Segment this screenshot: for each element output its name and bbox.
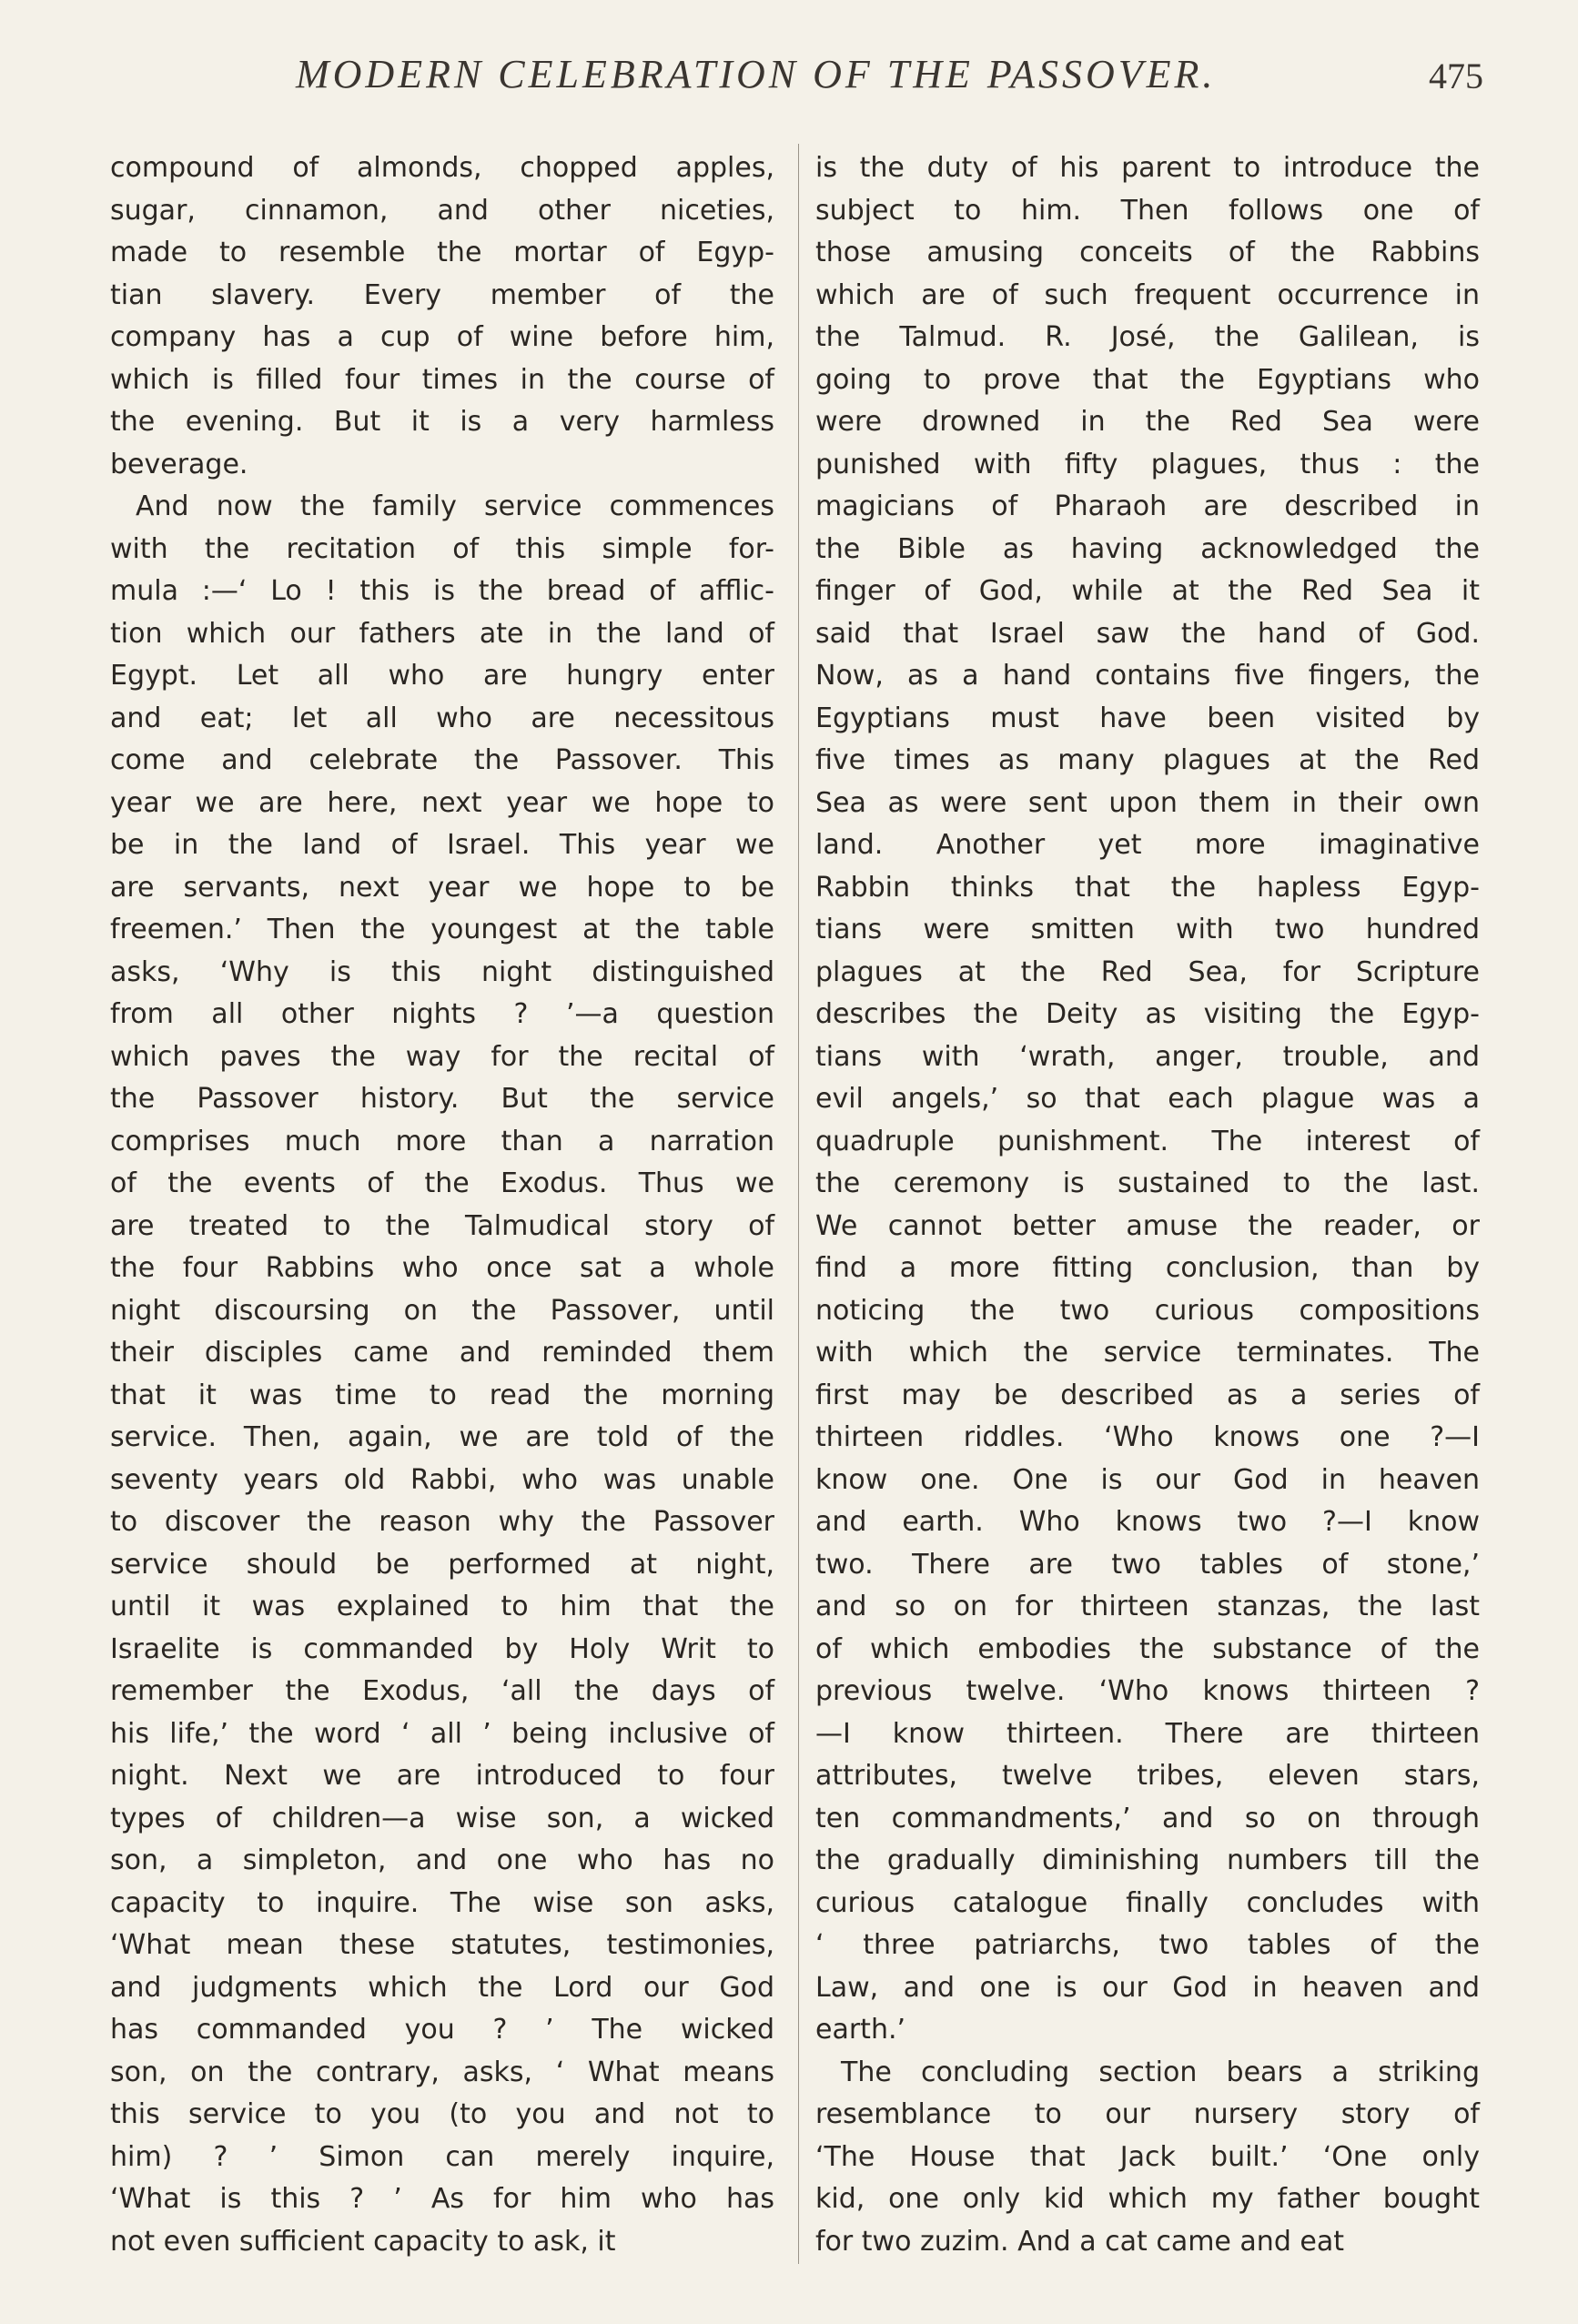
text-line: for two zuzim. And a cat came and eat — [815, 2225, 1345, 2258]
text-line: those amusing conceits of the Rabbins — [815, 237, 1480, 268]
text-line: evil angels,’ so that each plague was a — [815, 1083, 1480, 1115]
text-line: find a more fitting conclusion, than by — [815, 1252, 1480, 1284]
text-line: are servants, next year we hope to be — [110, 871, 774, 904]
text-line: and so on for thirteen stanzas, the last — [815, 1591, 1480, 1622]
text-line: tian slavery. Every member of the — [110, 278, 774, 311]
right-column — [815, 147, 1480, 2263]
text-line: tians were smitten with two hundred — [815, 914, 1480, 945]
text-line: and eat; let all who are necessitous — [110, 702, 774, 734]
text-line: has commanded you ? ’ The wicked — [110, 2014, 774, 2046]
text-line: seventy years old Rabbi, who was unable — [110, 1463, 774, 1496]
text-line: beverage. — [110, 448, 248, 480]
left-column — [110, 147, 774, 2263]
text-line: land. Another yet more imaginative — [815, 829, 1480, 861]
text-line: compound of almonds, chopped apples, — [110, 152, 774, 184]
text-line: ‘ three patriarchs, two tables of the — [815, 1929, 1480, 1961]
text-line: service should be performed at night, — [110, 1548, 774, 1581]
text-line: and judgments which the Lord our God — [110, 1971, 774, 2004]
text-line: describes the Deity as visiting the Egyp- — [815, 998, 1480, 1030]
text-line: which paves the way for the recital of — [110, 1040, 774, 1073]
text-line: remember the Exodus, ‘all the days of — [110, 1675, 774, 1707]
text-line: the Passover history. But the service — [110, 1083, 774, 1115]
text-line: know one. One is our God in heaven — [815, 1463, 1480, 1496]
text-line: be in the land of Israel. This year we — [110, 829, 774, 861]
text-line: mula :—‘ Lo ! this is the bread of afflic- — [110, 575, 774, 607]
text-line: two. There are two tables of stone,’ — [815, 1548, 1480, 1581]
text-line: capacity to inquire. The wise son asks, — [110, 1886, 774, 1919]
text-line: is the duty of his parent to introduce the — [815, 152, 1480, 184]
text-line: earth.’ — [815, 2014, 906, 2046]
text-line: Now, as a hand contains five fingers, the — [815, 660, 1480, 692]
text-line: company has a cup of wine before him, — [110, 321, 774, 353]
text-line: service. Then, again, we are told of the — [110, 1421, 774, 1453]
text-line: types of children—a wise son, a wicked — [110, 1802, 774, 1834]
text-line: ‘The House that Jack built.’ ‘One only — [815, 2140, 1480, 2173]
running-title: MODERN CELEBRATION OF THE PASSOVER. — [296, 52, 1217, 96]
text-line: until it was explained to him that the — [110, 1591, 774, 1622]
page-number: 475 — [1429, 56, 1483, 96]
text-line: of the events of the Exodus. Thus we — [110, 1167, 774, 1199]
text-line: his life,’ the word ‘ all ’ being inclusive of — [110, 1717, 774, 1750]
text-line: come and celebrate the Passover. This — [110, 744, 774, 776]
text-line: —I know thirteen. There are thirteen — [815, 1717, 1480, 1750]
text-line: are treated to the Talmudical story of — [110, 1209, 774, 1242]
text-line: resemblance to our nursery story of — [815, 2098, 1480, 2130]
text-line: curious catalogue finally concludes with — [815, 1886, 1480, 1919]
text-line: sugar, cinnamon, and other niceties, — [110, 194, 774, 227]
text-line: asks, ‘Why is this night distinguished — [110, 955, 774, 988]
text-line: ‘What mean these statutes, testimonies, — [110, 1929, 774, 1961]
text-line: magicians of Pharaoh are described in — [815, 490, 1480, 522]
text-line: to discover the reason why the Passover — [110, 1506, 774, 1538]
text-line: first may be described as a series of — [815, 1379, 1480, 1411]
text-line: him) ? ’ Simon can merely inquire, — [110, 2140, 774, 2173]
text-line: the four Rabbins who once sat a whole — [110, 1252, 774, 1284]
text-line: not even sufficient capacity to ask, it — [110, 2225, 616, 2258]
text-line: The concluding section bears a striking — [841, 2056, 1480, 2088]
text-line: Sea as were sent upon them in their own — [815, 786, 1480, 819]
text-line: with which the service terminates. The — [815, 1337, 1480, 1369]
text-line: Law, and one is our God in heaven and — [815, 1971, 1480, 2004]
text-line: were drowned in the Red Sea were — [815, 406, 1480, 438]
text-line: And now the family service commences — [136, 490, 774, 522]
text-line: previous twelve. ‘Who knows thirteen ? — [815, 1675, 1480, 1707]
column-divider — [798, 144, 799, 2264]
text-line: Egyptians must have been visited by — [815, 702, 1480, 734]
text-line: Rabbin thinks that the hapless Egyp- — [815, 871, 1480, 904]
text-line: plagues at the Red Sea, for Scripture — [815, 955, 1480, 988]
text-line: the Bible as having acknowledged the — [815, 532, 1480, 565]
text-line: kid, one only kid which my father bought — [815, 2183, 1480, 2215]
text-line: ‘What is this ? ’ As for him who has — [110, 2183, 774, 2215]
text-line: We cannot better amuse the reader, or — [815, 1209, 1480, 1242]
running-header — [109, 51, 1483, 106]
text-line: the ceremony is sustained to the last. — [815, 1167, 1480, 1199]
text-line: going to prove that the Egyptians who — [815, 363, 1480, 396]
text-line: Israelite is commanded by Holy Writ to — [110, 1632, 774, 1665]
text-line: this service to you (to you and not to — [110, 2098, 774, 2130]
text-line: the gradually diminishing numbers till the — [815, 1844, 1480, 1876]
text-line: made to resemble the mortar of Egyp- — [110, 237, 774, 268]
text-line: noticing the two curious compositions — [815, 1294, 1480, 1327]
text-line: subject to him. Then follows one of — [815, 194, 1480, 227]
text-line: tians with ‘wrath, anger, trouble, and — [815, 1040, 1480, 1073]
text-line: punished with fifty plagues, thus : the — [815, 448, 1480, 480]
text-line: their disciples came and reminded them — [110, 1337, 774, 1369]
text-line: five times as many plagues at the Red — [815, 744, 1480, 776]
text-line: night discoursing on the Passover, until — [110, 1294, 774, 1327]
text-line: attributes, twelve tribes, eleven stars, — [815, 1760, 1480, 1792]
text-line: the evening. But it is a very harmless — [110, 406, 774, 438]
text-line: said that Israel saw the hand of God. — [815, 617, 1480, 650]
text-line: which is filled four times in the course of — [110, 363, 774, 396]
text-line: the Talmud. R. José, the Galilean, is — [815, 321, 1480, 353]
text-line: quadruple punishment. The interest of — [815, 1125, 1480, 1157]
text-line: son, on the contrary, asks, ‘ What means — [110, 2056, 774, 2088]
text-line: from all other nights ? ’—a question — [110, 998, 774, 1030]
text-line: Egypt. Let all who are hungry enter — [110, 660, 774, 692]
text-line: year we are here, next year we hope to — [110, 786, 774, 819]
text-line: son, a simpleton, and one who has no — [110, 1844, 774, 1876]
text-line: freemen.’ Then the youngest at the table — [110, 914, 774, 945]
text-line: comprises much more than a narration — [110, 1125, 774, 1157]
text-line: tion which our fathers ate in the land of — [110, 617, 774, 650]
text-line: night. Next we are introduced to four — [110, 1760, 774, 1792]
text-line: and earth. Who knows two ?—I know — [815, 1506, 1480, 1538]
text-line: with the recitation of this simple for- — [110, 532, 774, 565]
text-line: thirteen riddles. ‘Who knows one ?—I — [815, 1421, 1480, 1453]
text-line: which are of such frequent occurrence in — [815, 278, 1480, 311]
text-line: that it was time to read the morning — [110, 1379, 774, 1411]
text-line: ten commandments,’ and so on through — [815, 1802, 1480, 1834]
text-line: finger of God, while at the Red Sea it — [815, 575, 1480, 607]
text-line: of which embodies the substance of the — [815, 1632, 1480, 1665]
